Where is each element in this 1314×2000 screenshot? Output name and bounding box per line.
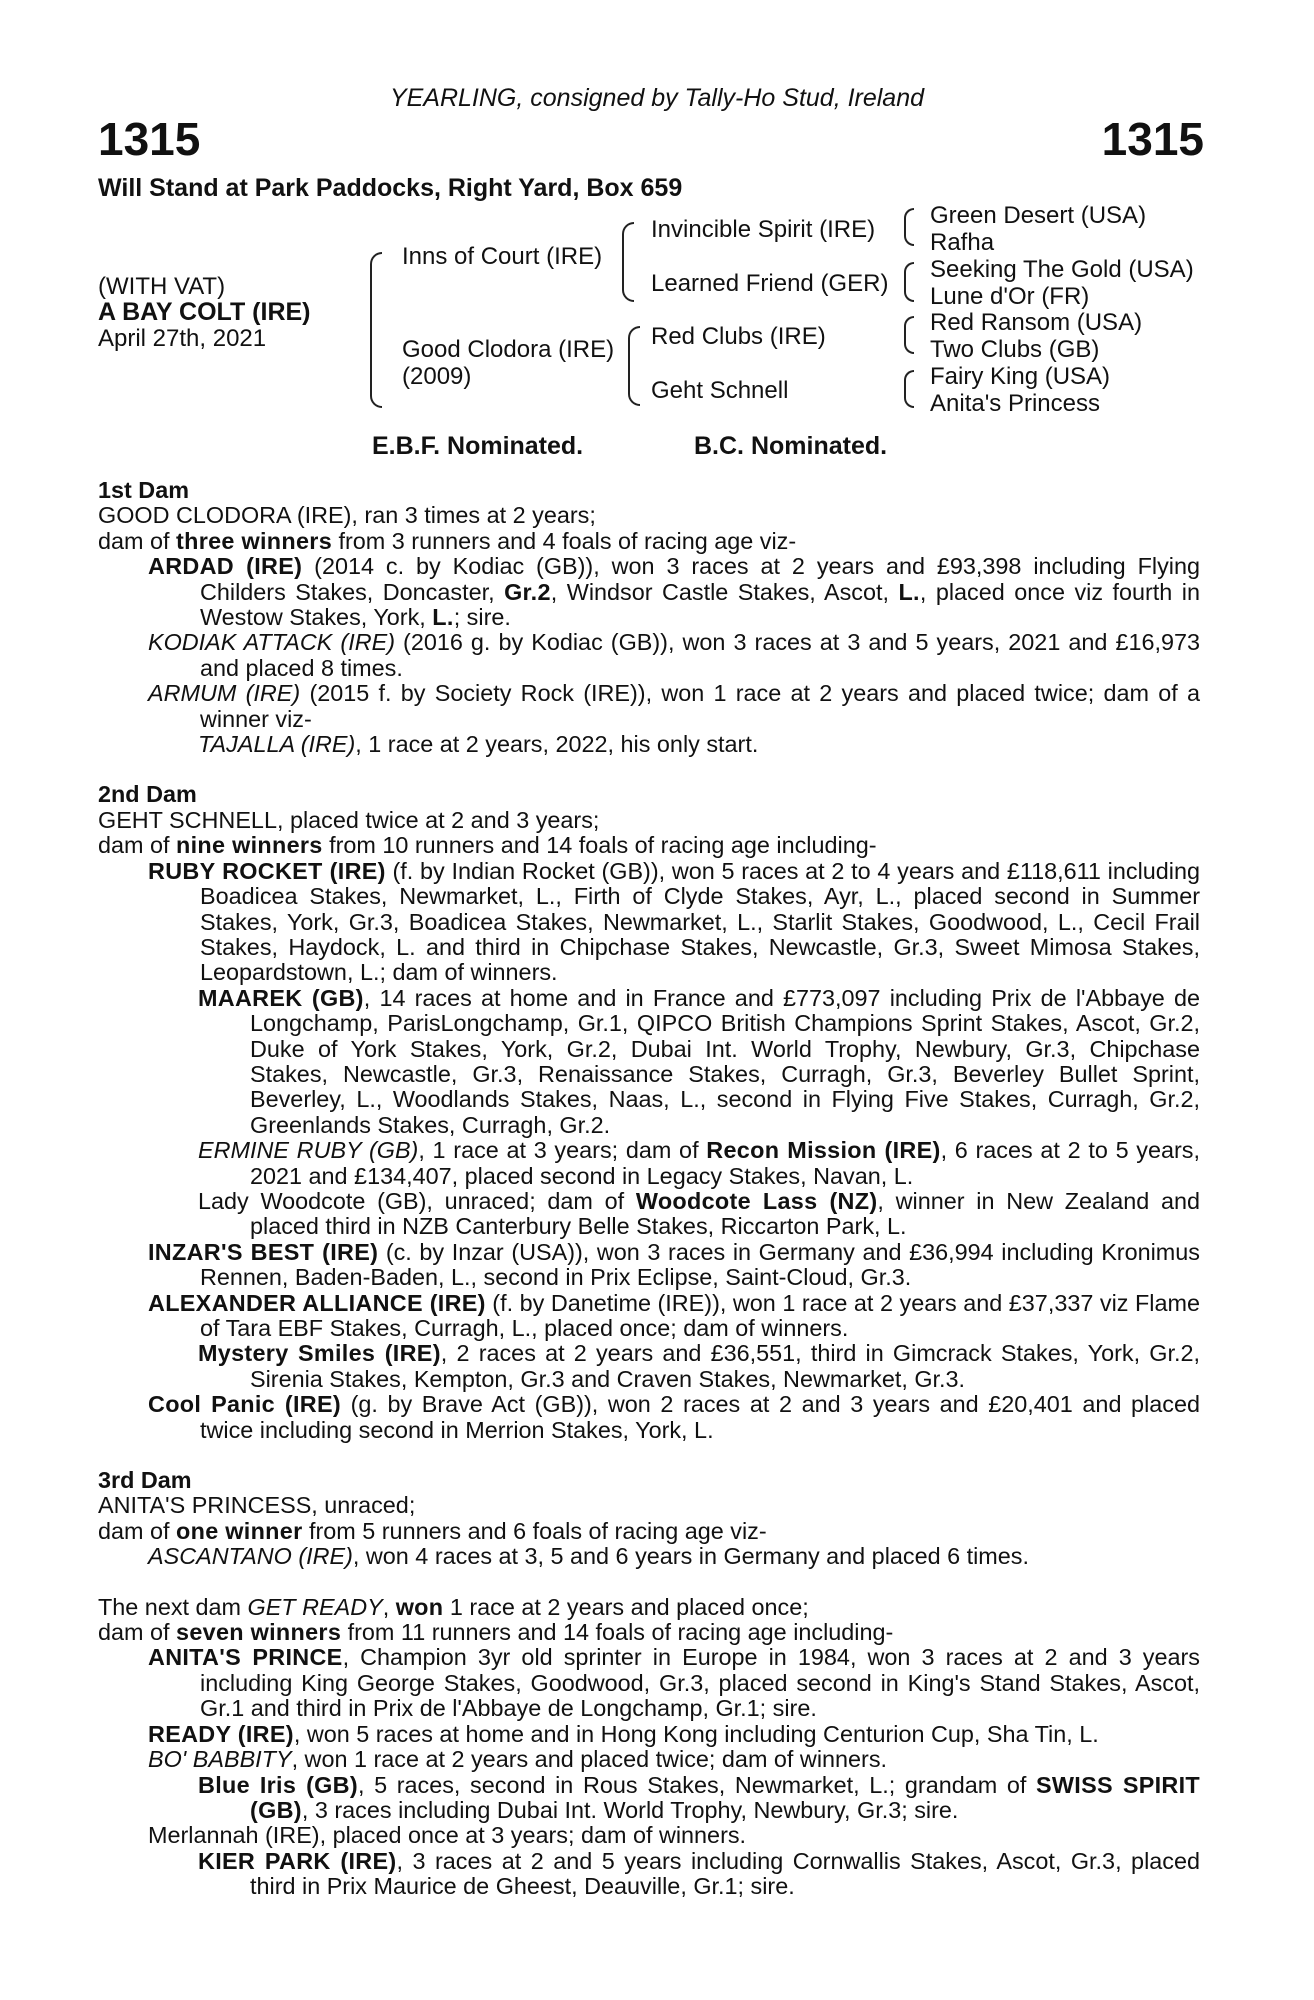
pedigree-brace-sd — [904, 262, 914, 302]
pedigree-sss: Green Desert (USA) — [930, 202, 1147, 229]
pedigree-brace-dd — [904, 370, 914, 408]
lot-number-left: 1315 — [98, 113, 201, 165]
pedigree-brace-dam — [628, 326, 640, 406]
third-dam-heading: 3rd Dam — [98, 1467, 192, 1494]
foaling-date: April 27th, 2021 — [98, 325, 267, 352]
first-dam-line: GOOD CLODORA (IRE), ran 3 times at 2 years; — [98, 502, 596, 529]
entry-kier-park: KIER PARK (IRE), 3 races at 2 and 5 years including Cornwallis Stakes, Ascot, Gr.3, placed third in Prix Maurice de Gheest, Deauville, Gr.1; sire. — [198, 1847, 1200, 1900]
pedigree-dsd: Two Clubs (GB) — [930, 336, 1100, 363]
pedigree-ssd: Rafha — [930, 229, 995, 256]
entry-merlannah: Merlannah (IRE), placed once at 3 years; dam of winners. — [148, 1822, 747, 1849]
entry-maarek: MAAREK (GB), 14 races at home and in France and £773,097 including Prix de l'Abbaye de Longchamp, ParisLongchamp, Gr.1, QIPCO British Champions Sprint Stakes, Ascot, Gr.2, Duke of York Stakes, York, Gr.2, Dubai Int. World Trophy, Newbury, Gr.3, Chipchase Stakes, Newcastle, Gr.3, Renaissance Stakes, Curragh, Gr.3, Beverley Bullet Sprint, Beverley, L., Woodlands Stakes, Naas, L., second in Flying Five Stakes, Curragh, Gr.2, Greenlands Stakes, Curragh, Gr.2. — [198, 984, 1200, 1138]
pedigree-sds: Seeking The Gold (USA) — [930, 256, 1194, 283]
entry-armum: ARMUM (IRE) (2015 f. by Society Rock (IRE)), won 1 race at 2 years and placed twice; dam of a winner viz- — [148, 680, 1200, 732]
entry-anitas-prince: ANITA'S PRINCE, Champion 3yr old sprinter in Europe in 1984, won 3 races at 2 and 3 years including King George Stakes, Goodwood, Gr.3, placed second in King's Stand Stakes, Ascot, Gr.1 and third in Prix de l'Abbaye de Longchamp, Gr.1; sire. — [148, 1644, 1200, 1722]
pedigree-dam-dam: Geht Schnell — [651, 377, 789, 404]
entry-ascantano: ASCANTANO (IRE), won 4 races at 3, 5 and 6 years in Germany and placed 6 times. — [148, 1543, 1029, 1570]
pedigree-brace-ss — [904, 208, 914, 246]
second-dam-produce-line: dam of nine winners from 10 runners and 14 foals of racing age including- — [98, 832, 877, 859]
second-dam-line: GEHT SCHNELL, placed twice at 2 and 3 years; — [98, 806, 600, 833]
pedigree-sire-dam: Learned Friend (GER) — [651, 270, 889, 297]
entry-bo-babbity: BO' BABBITY, won 1 race at 2 years and placed twice; dam of winners. — [148, 1746, 888, 1773]
pedigree-dam-sire: Red Clubs (IRE) — [651, 323, 826, 350]
pedigree-sire-sire: Invincible Spirit (IRE) — [651, 216, 876, 243]
entry-ermine-ruby: ERMINE RUBY (GB), 1 race at 3 years; dam of Recon Mission (IRE), 6 races at 2 to 5 years, 2021 and £134,407, placed second in Legacy Stakes, Navan, L. — [198, 1137, 1200, 1189]
entry-mystery-smiles: Mystery Smiles (IRE), 2 races at 2 years and £36,551, third in Gimcrack Stakes, York, Gr.2, Sirenia Stakes, Kempton, Gr.3 and Craven Stakes, Newmarket, Gr.3. — [198, 1340, 1201, 1392]
lot-number-right: 1315 — [1101, 113, 1204, 165]
horse-name: A BAY COLT (IRE) — [98, 298, 311, 326]
second-dam-heading: 2nd Dam — [98, 781, 197, 808]
pedigree-sire: Inns of Court (IRE) — [402, 243, 603, 270]
third-dam-produce-line: dam of one winner from 5 runners and 6 foals of racing age viz- — [98, 1517, 767, 1544]
entry-inzars-best: INZAR'S BEST (IRE) (c. by Inzar (USA)), won 3 races in Germany and £36,994 including Kronimus Rennen, Baden-Baden, L., second in Prix Eclipse, Saint-Cloud, Gr.3. — [148, 1238, 1200, 1291]
pedigree-brace-main — [370, 252, 382, 408]
entry-kodiak-attack: KODIAK ATTACK (IRE) (2016 g. by Kodiac (GB)), won 3 races at 3 and 5 years, 2021 and £16,973 and placed 8 times. — [148, 629, 1201, 681]
ebf-nomination: E.B.F. Nominated. — [372, 432, 584, 460]
entry-tajalla: TAJALLA (IRE), 1 race at 2 years, 2022, his only start. — [198, 731, 759, 758]
first-dam-heading: 1st Dam — [98, 477, 190, 503]
third-dam-line: ANITA'S PRINCESS, unraced; — [98, 1492, 416, 1519]
pedigree-brace-ds — [904, 316, 914, 354]
pedigree-brace-sire — [622, 222, 634, 302]
entry-alexander-alliance: ALEXANDER ALLIANCE (IRE) (f. by Danetime (IRE)), won 1 race at 2 years and £37,337 viz Flame of Tara EBF Stakes, Curragh, L., placed once; dam of winners. — [148, 1289, 1200, 1341]
entry-lady-woodcote: Lady Woodcote (GB), unraced; dam of Woodcote Lass (NZ), winner in New Zealand and placed third in NZB Canterbury Belle Stakes, Riccarton Park, L. — [198, 1187, 1201, 1240]
entry-ruby-rocket: RUBY ROCKET (IRE) (f. by Indian Rocket (GB)), won 5 races at 2 to 4 years and £118,611 including Boadicea Stakes, Newmarket, L., Firth of Clyde Stakes, Ayr, L., placed second in Summer Stakes, York, Gr.3, Boadicea Stakes, Newmarket, L., Starlit Stakes, Goodwood, L., Cecil Frail Stakes, Haydock, L. and third in Chipchase Stakes, Newcastle, Gr.3, Sweet Mimosa Stakes, Leopardstown, L.; dam of winners. — [148, 857, 1200, 986]
bc-nomination: B.C. Nominated. — [694, 432, 888, 460]
first-dam-produce-line: dam of three winners from 3 runners and 4 foals of racing age viz- — [98, 527, 797, 554]
pedigree-dss: Red Ransom (USA) — [930, 309, 1143, 336]
next-dam-produce-line: dam of seven winners from 11 runners and 14 foals of racing age including- — [98, 1619, 894, 1646]
stand-location: Will Stand at Park Paddocks, Right Yard, Box 659 — [98, 174, 683, 202]
catalogue-body — [98, 478, 1200, 1900]
pedigree-ddd: Anita's Princess — [930, 390, 1100, 417]
entry-cool-panic: Cool Panic (IRE) (g. by Brave Act (GB)), won 2 races at 2 and 3 years and £20,401 and placed twice including second in Merrion Stakes, York, L. — [148, 1391, 1200, 1443]
pedigree-sdd: Lune d'Or (FR) — [930, 283, 1090, 310]
next-dam-line: The next dam GET READY, won 1 race at 2 years and placed once; — [98, 1593, 809, 1620]
pedigree-dam: Good Clodora (IRE) — [402, 336, 615, 363]
entry-ready: READY (IRE), won 5 races at home and in Hong Kong including Centurion Cup, Sha Tin, L. — [148, 1720, 1099, 1747]
entry-ardad: ARDAD (IRE) (2014 c. by Kodiac (GB)), won 3 races at 2 years and £93,398 including Flying Childers Stakes, Doncaster, Gr.2, Windsor Castle Stakes, Ascot, L., placed once viz fourth in Westow Stakes, York, L.; sire. — [148, 553, 1200, 631]
entry-blue-iris: Blue Iris (GB), 5 races, second in Rous Stakes, Newmarket, L.; grandam of SWISS SPIRIT (GB), 3 races including Dubai Int. World Trophy, Newbury, Gr.3; sire. — [198, 1771, 1200, 1823]
pedigree-dds: Fairy King (USA) — [930, 363, 1111, 390]
vat-label: (WITH VAT) — [98, 273, 226, 300]
sale-header: YEARLING, consigned by Tally-Ho Stud, Ireland — [389, 84, 925, 112]
pedigree-dam-year: (2009) — [402, 363, 472, 390]
